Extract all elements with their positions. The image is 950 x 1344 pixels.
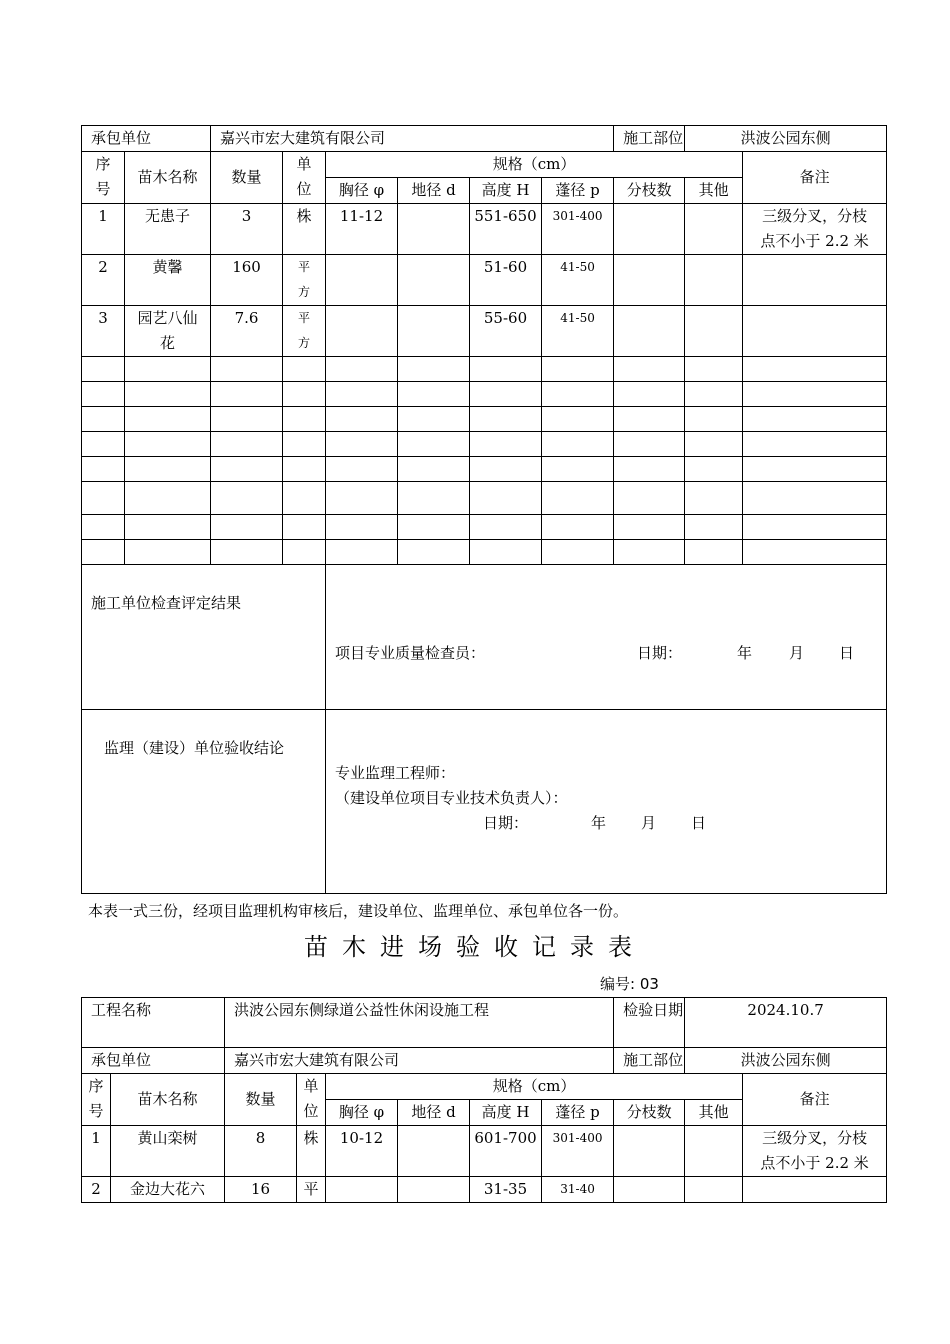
row-unit: 株 <box>297 1126 326 1177</box>
row-qty: 160 <box>211 255 283 306</box>
year-label-2: 年 <box>591 814 607 832</box>
row-other <box>685 1126 743 1177</box>
engineer-label: 专业监理工程师： <box>335 764 456 782</box>
row-dbh <box>326 1177 398 1203</box>
row-height: 601-700 <box>470 1126 542 1177</box>
empty-row <box>82 382 887 407</box>
name-header: 苗木名称 <box>125 152 211 204</box>
height-header: 高度 H <box>470 178 542 204</box>
qty-header-2: 数量 <box>225 1074 297 1126</box>
row-remark: 三级分叉，分枝 点不小于 2.2 米 <box>743 1126 887 1177</box>
empty-row <box>82 515 887 540</box>
crown-header-2: 蓬径 p <box>542 1100 614 1126</box>
project-value: 洪波公园东侧绿道公益性休闲设施工程 <box>225 998 614 1048</box>
row-other <box>685 255 743 306</box>
row-qty: 7.6 <box>211 306 283 357</box>
branches-header: 分枝数 <box>614 178 685 204</box>
table-row <box>82 204 887 255</box>
remark-header: 备注 <box>743 152 887 204</box>
empty-row <box>82 457 887 482</box>
row-unit: 平 方 <box>283 306 326 357</box>
construction-check-label: 施工单位检查评定结果 <box>82 565 326 710</box>
ground-header-2: 地径 d <box>398 1100 470 1126</box>
remark-header-2: 备注 <box>743 1074 887 1126</box>
row-ground <box>398 204 470 255</box>
row-dbh <box>326 306 398 357</box>
date-label-2: 日期： <box>483 814 529 832</box>
acceptance-table-1 <box>81 125 887 894</box>
row-height: 51-60 <box>470 255 542 306</box>
acceptance-table-2 <box>81 997 887 1203</box>
site-value-2: 洪波公园东侧 <box>685 1048 887 1074</box>
row-other <box>685 306 743 357</box>
row-seq: 1 <box>82 1126 111 1177</box>
row-dbh: 11-12 <box>326 204 398 255</box>
table-row <box>82 306 887 357</box>
row-seq: 3 <box>82 306 125 357</box>
seq-header: 序 号 <box>82 152 125 204</box>
site-label: 施工部位 <box>614 126 685 152</box>
site-label-2: 施工部位 <box>614 1048 685 1074</box>
empty-row <box>82 407 887 432</box>
site-value: 洪波公园东侧 <box>685 126 887 152</box>
row-remark <box>743 306 887 357</box>
row-dbh <box>326 255 398 306</box>
contractor-value: 嘉兴市宏大建筑有限公司 <box>211 126 614 152</box>
owner-rep-label: （建设单位项目专业技术负责人）： <box>335 789 568 807</box>
row-name: 黄山栾树 <box>111 1126 225 1177</box>
row-name: 黄馨 <box>125 255 211 306</box>
footnote: 本表一式三份，经项目监理机构审核后，建设单位、监理单位、承包单位各一份。 <box>88 902 629 920</box>
month-label: 月 <box>789 644 805 662</box>
row-unit: 平 方 <box>283 255 326 306</box>
form-code: 编号: 03 <box>600 975 659 993</box>
empty-row <box>82 540 887 565</box>
row-ground <box>398 1177 470 1203</box>
row-other <box>685 204 743 255</box>
crown-header: 蓬径 p <box>542 178 614 204</box>
date-label: 日期： <box>637 644 683 662</box>
row-qty: 3 <box>211 204 283 255</box>
empty-row <box>82 432 887 457</box>
table-row <box>82 1177 887 1203</box>
row-branches <box>614 306 685 357</box>
row-height: 551-650 <box>470 204 542 255</box>
row-crown: 41-50 <box>542 255 614 306</box>
row-name: 园艺八仙 花 <box>125 306 211 357</box>
empty-row <box>82 357 887 382</box>
row-other <box>685 1177 743 1203</box>
row-name: 金边大花六 <box>111 1177 225 1203</box>
supervision-label: 监理（建设）单位验收结论 <box>82 710 326 894</box>
row-height: 31-35 <box>470 1177 542 1203</box>
contractor-value-2: 嘉兴市宏大建筑有限公司 <box>225 1048 614 1074</box>
qty-header: 数量 <box>211 152 283 204</box>
month-label-2: 月 <box>641 814 657 832</box>
empty-row <box>82 482 887 515</box>
dbh-header-2: 胸径 φ <box>326 1100 398 1126</box>
row-name: 无患子 <box>125 204 211 255</box>
row-seq: 1 <box>82 204 125 255</box>
day-label-2: 日 <box>691 814 707 832</box>
other-header: 其他 <box>685 178 743 204</box>
dbh-header: 胸径 φ <box>326 178 398 204</box>
unit-header: 单 位 <box>283 152 326 204</box>
page-title: 苗木进场验收记录表 <box>304 933 646 961</box>
table-row <box>82 255 887 306</box>
day-label: 日 <box>839 644 855 662</box>
spec-header: 规格（cm） <box>326 152 743 178</box>
row-dbh: 10-12 <box>326 1126 398 1177</box>
inspector-label: 项目专业质量检查员： <box>335 644 486 662</box>
row-height: 55-60 <box>470 306 542 357</box>
inspect-date-label: 检验日期 <box>614 998 685 1048</box>
ground-header: 地径 d <box>398 178 470 204</box>
unit-header-2: 单 位 <box>297 1074 326 1126</box>
other-header-2: 其他 <box>685 1100 743 1126</box>
row-seq: 2 <box>82 1177 111 1203</box>
row-unit: 株 <box>283 204 326 255</box>
row-ground <box>398 306 470 357</box>
spec-header-2: 规格（cm） <box>326 1074 743 1100</box>
row-branches <box>614 1126 685 1177</box>
row-seq: 2 <box>82 255 125 306</box>
contractor-label-2: 承包单位 <box>82 1048 225 1074</box>
row-ground <box>398 255 470 306</box>
row-qty: 8 <box>225 1126 297 1177</box>
row-branches <box>614 1177 685 1203</box>
row-remark <box>743 255 887 306</box>
name-header-2: 苗木名称 <box>111 1074 225 1126</box>
row-crown: 41-50 <box>542 306 614 357</box>
height-header-2: 高度 H <box>470 1100 542 1126</box>
table-row <box>82 1126 887 1177</box>
year-label: 年 <box>737 644 753 662</box>
inspect-date-value: 2024.10.7 <box>685 998 887 1048</box>
row-remark <box>743 1177 887 1203</box>
row-crown: 31-40 <box>542 1177 614 1203</box>
construction-check-body <box>326 565 887 710</box>
row-ground <box>398 1126 470 1177</box>
row-qty: 16 <box>225 1177 297 1203</box>
row-branches <box>614 255 685 306</box>
row-crown: 301-400 <box>542 1126 614 1177</box>
contractor-label: 承包单位 <box>82 126 211 152</box>
row-unit: 平 <box>297 1177 326 1203</box>
row-remark: 三级分叉，分枝 点不小于 2.2 米 <box>743 204 887 255</box>
branches-header-2: 分枝数 <box>614 1100 685 1126</box>
row-crown: 301-400 <box>542 204 614 255</box>
project-label: 工程名称 <box>82 998 225 1048</box>
supervision-body <box>326 710 887 894</box>
row-branches <box>614 204 685 255</box>
seq-header-2: 序 号 <box>82 1074 111 1126</box>
